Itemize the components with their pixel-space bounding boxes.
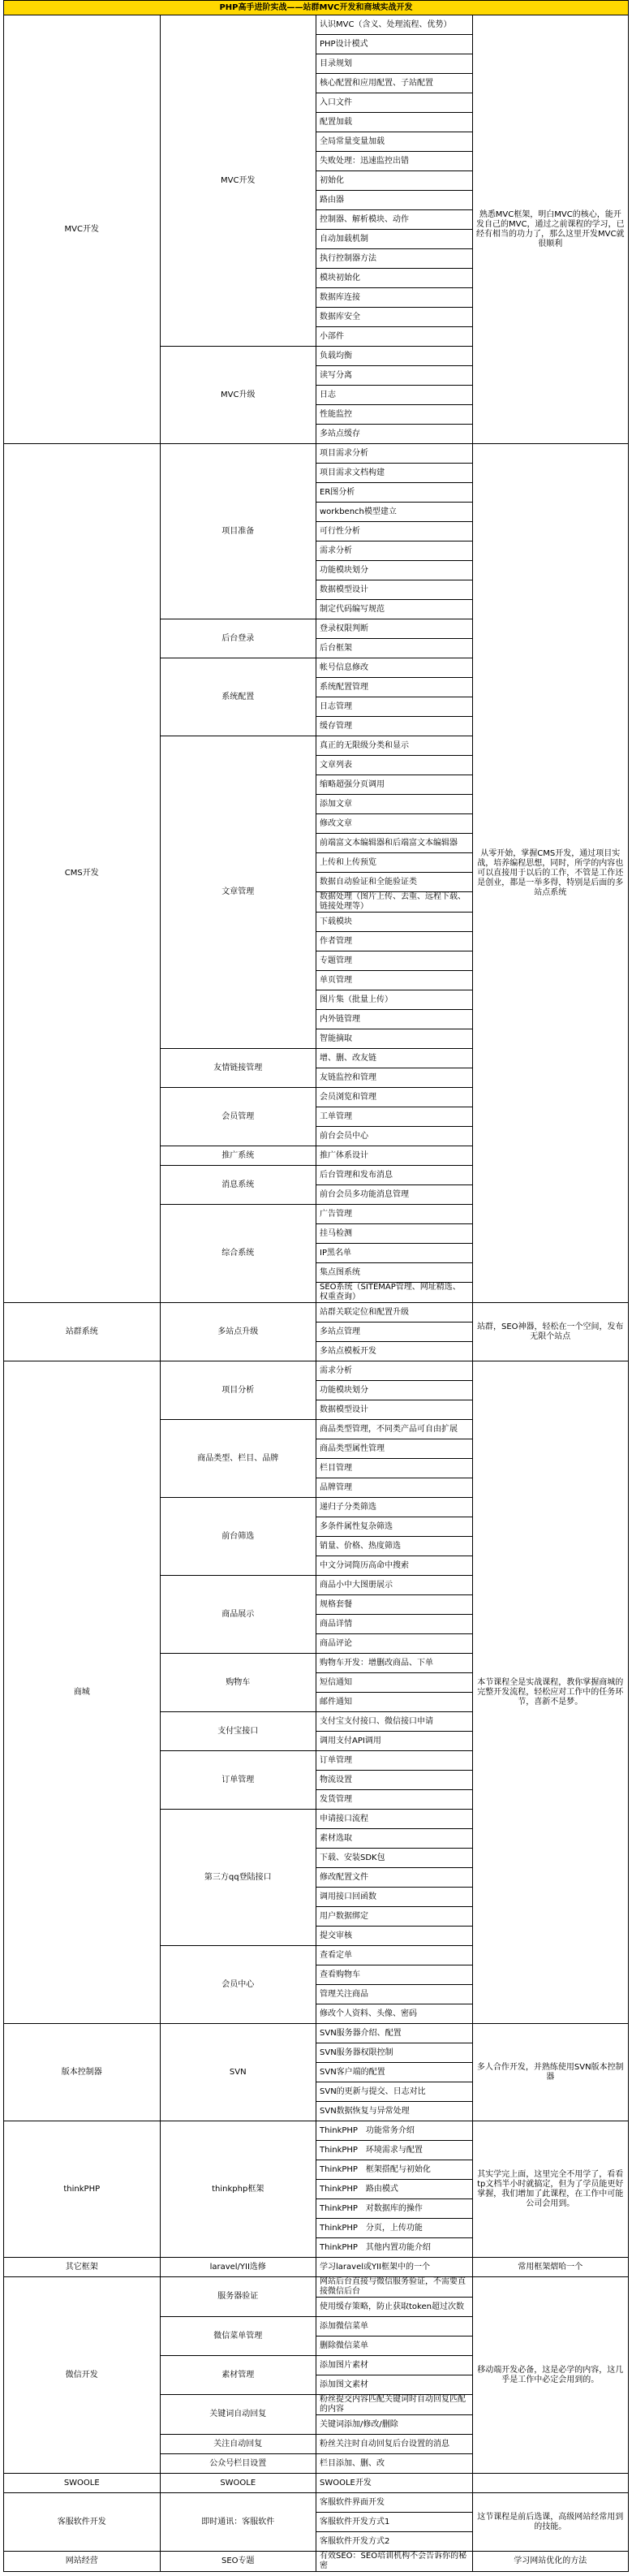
topic-cell: 缓存管理 bbox=[316, 717, 473, 736]
topic-cell: 粉丝提交内容匹配关键词时自动回复匹配的内容 bbox=[316, 2395, 473, 2415]
topic-cell: 学习laravel或YII框架中的一个 bbox=[316, 2258, 473, 2277]
topic-cell: 日志管理 bbox=[316, 697, 473, 717]
outline-row bbox=[4, 2277, 629, 2298]
topic-cell: 数据模型设计 bbox=[316, 580, 473, 600]
topic-cell: 自动加载机制 bbox=[316, 230, 473, 249]
topic-cell: 客服软件开发方式1 bbox=[316, 2513, 473, 2532]
topic-cell: 制定代码编写规范 bbox=[316, 600, 473, 619]
topic-cell: 数据模型设计 bbox=[316, 1400, 473, 1420]
topic-cell: 添加微信菜单 bbox=[316, 2317, 473, 2337]
subcategory-cell: 关注自动回复 bbox=[160, 2435, 316, 2454]
topic-cell: 多站点缓存 bbox=[316, 425, 473, 444]
outline-row bbox=[4, 15, 629, 35]
outline-row bbox=[4, 2474, 629, 2493]
subcategory-cell: 项目分析 bbox=[160, 1361, 316, 1420]
category-cell: 网站经营 bbox=[4, 2552, 161, 2572]
outline-row bbox=[4, 2024, 629, 2043]
subcategory-cell: SEO专题 bbox=[160, 2552, 316, 2572]
outline-row bbox=[4, 2552, 629, 2572]
subcategory-cell: 第三方qq登陆接口 bbox=[160, 1810, 316, 1946]
title-row bbox=[4, 1, 629, 15]
note-cell: 常用框架熠哈一个 bbox=[472, 2258, 629, 2277]
note-cell: 熟悉MVC框架，明白MVC的核心，能开发自己的MVC，通过之前课程的学习，已经有相当的功力了，那么这里开发MVC就很顺利 bbox=[472, 15, 629, 444]
topic-cell: 提交审核 bbox=[316, 1927, 473, 1946]
topic-cell: 作者管理 bbox=[316, 932, 473, 951]
topic-cell: 认识MVC（含义、处理流程、优势） bbox=[316, 15, 473, 35]
topic-cell: 后台管理和发布消息 bbox=[316, 1166, 473, 1185]
topic-cell: 邮件通知 bbox=[316, 1693, 473, 1712]
note-cell: 从零开始，掌握CMS开发，通过项目实战，培养编程思想，同时，所学的内容也可以直接用于以后的工作，不管是工作还是创业，都是一举多得，特别是后面的多站点系统 bbox=[472, 444, 629, 1303]
topic-cell: 添加文章 bbox=[316, 795, 473, 814]
topic-cell: 管理关注商品 bbox=[316, 1985, 473, 2004]
topic-cell: 数据处理（图片上传、去重、远程下载、链接处理等） bbox=[316, 892, 473, 913]
topic-cell: 配置加载 bbox=[316, 113, 473, 132]
subcategory-cell: 推广系统 bbox=[160, 1146, 316, 1166]
topic-cell: 多站点管理 bbox=[316, 1323, 473, 1342]
outline-row bbox=[4, 444, 629, 464]
topic-cell: 广告管理 bbox=[316, 1205, 473, 1224]
topic-cell: 商品小中大图册展示 bbox=[316, 1576, 473, 1595]
category-cell: MVC开发 bbox=[4, 15, 161, 444]
topic-cell: 工单管理 bbox=[316, 1107, 473, 1127]
topic-cell: 友链监控和管理 bbox=[316, 1068, 473, 1088]
topic-cell: 图片集（批量上传） bbox=[316, 990, 473, 1010]
topic-cell: 核心配置和应用配置、子站配置 bbox=[316, 74, 473, 93]
topic-cell: 集点图系统 bbox=[316, 1263, 473, 1283]
outline-row bbox=[4, 2121, 629, 2141]
category-cell: 微信开发 bbox=[4, 2277, 161, 2474]
subcategory-cell: 微信菜单管理 bbox=[160, 2317, 316, 2356]
subcategory-cell: 购物车 bbox=[160, 1654, 316, 1712]
topic-cell: 功能模块划分 bbox=[316, 1381, 473, 1400]
subcategory-cell: laravel/YII选修 bbox=[160, 2258, 316, 2277]
outline-body bbox=[4, 1, 629, 2572]
subcategory-cell: 友情链接管理 bbox=[160, 1049, 316, 1088]
subcategory-cell: 订单管理 bbox=[160, 1751, 316, 1810]
subcategory-cell: 后台登录 bbox=[160, 619, 316, 658]
topic-cell: ThinkPHP 其他内置功能介绍 bbox=[316, 2238, 473, 2258]
topic-cell: 商品详情 bbox=[316, 1615, 473, 1634]
topic-cell: SVN服务器权限控制 bbox=[316, 2043, 473, 2063]
topic-cell: 数据库安全 bbox=[316, 308, 473, 327]
category-cell: 商城 bbox=[4, 1361, 161, 2024]
topic-cell: 递归子分类筛选 bbox=[316, 1498, 473, 1517]
note-cell: 其实学完上面，这里完全不用学了，看看tp文档半小时就搞定，但为了学员能更好掌握，我们增加了此课程，在工作中可能公司会用到。 bbox=[472, 2121, 629, 2258]
topic-cell: 缩略超强分页调用 bbox=[316, 775, 473, 795]
subcategory-cell: 文章管理 bbox=[160, 736, 316, 1049]
subcategory-cell: SWOOLE bbox=[160, 2474, 316, 2493]
topic-cell: 查看购物车 bbox=[316, 1965, 473, 1985]
topic-cell: SVN数据恢复与异常处理 bbox=[316, 2102, 473, 2121]
topic-cell: 商品评论 bbox=[316, 1634, 473, 1654]
topic-cell: 使用缓存策略，防止获取token超过次数 bbox=[316, 2298, 473, 2317]
topic-cell: ThinkPHP 分页，上传功能 bbox=[316, 2219, 473, 2238]
topic-cell: 申请接口流程 bbox=[316, 1810, 473, 1829]
topic-cell: 网站后台直接与微信服务验证，不需要直接微信后台 bbox=[316, 2277, 473, 2298]
outline-row bbox=[4, 1361, 629, 1381]
note-cell: 多人合作开发，并熟练使用SVN版本控制器 bbox=[472, 2024, 629, 2121]
topic-cell: 栏目添加、删、改 bbox=[316, 2454, 473, 2474]
note-cell: 站群，SEO神器，轻松在一个空间，发布无限个站点 bbox=[472, 1303, 629, 1361]
topic-cell: 需求分析 bbox=[316, 1361, 473, 1381]
topic-cell: 修改文章 bbox=[316, 814, 473, 834]
topic-cell: 关键词添加/修改/删除 bbox=[316, 2415, 473, 2435]
topic-cell: 智能摘取 bbox=[316, 1029, 473, 1049]
topic-cell: SVN的更新与提交、日志对比 bbox=[316, 2082, 473, 2102]
topic-cell: 下载模块 bbox=[316, 913, 473, 932]
subcategory-cell: 系统配置 bbox=[160, 658, 316, 736]
topic-cell: ThinkPHP 对数据库的操作 bbox=[316, 2199, 473, 2219]
topic-cell: 真正的无限级分类和显示 bbox=[316, 736, 473, 756]
topic-cell: 商品类型属性管理 bbox=[316, 1439, 473, 1459]
topic-cell: 中文分词简历高命中搜索 bbox=[316, 1556, 473, 1576]
category-cell: 版本控制器 bbox=[4, 2024, 161, 2121]
topic-cell: 规格套餐 bbox=[316, 1595, 473, 1615]
topic-cell: 需求分析 bbox=[316, 542, 473, 561]
topic-cell: 后台框架 bbox=[316, 639, 473, 658]
topic-cell: 全局常量变量加载 bbox=[316, 132, 473, 152]
outline-table bbox=[3, 0, 629, 2572]
topic-cell: 上传和上传预览 bbox=[316, 853, 473, 873]
topic-cell: 前端富文本编辑器和后端富文本编辑器 bbox=[316, 834, 473, 853]
topic-cell: 功能模块划分 bbox=[316, 561, 473, 580]
category-cell: 站群系统 bbox=[4, 1303, 161, 1361]
topic-cell: 控制器、解析模块、动作 bbox=[316, 210, 473, 230]
topic-cell: 调用支付API调用 bbox=[316, 1732, 473, 1751]
topic-cell: 项目需求文档构建 bbox=[316, 464, 473, 483]
topic-cell: 多条件属性复杂筛选 bbox=[316, 1517, 473, 1537]
topic-cell: 添加图文素材 bbox=[316, 2375, 473, 2395]
topic-cell: 可行性分析 bbox=[316, 522, 473, 542]
topic-cell: SEO系统（SITEMAP管理、网址精选、权重查询） bbox=[316, 1283, 473, 1303]
note-cell: 本节课程全是实战课程，教你掌握商城的完整开发流程，轻松应对工作中的任务环节，喜新不是梦。 bbox=[472, 1361, 629, 2024]
topic-cell: 初始化 bbox=[316, 171, 473, 191]
topic-cell: 文章列表 bbox=[316, 756, 473, 775]
topic-cell: 入口文件 bbox=[316, 93, 473, 113]
subcategory-cell: MVC升级 bbox=[160, 347, 316, 444]
page-title: PHP高手进阶实战——站群MVC开发和商城实战开发 bbox=[4, 1, 629, 15]
subcategory-cell: 会员中心 bbox=[160, 1946, 316, 2024]
topic-cell: 用户数据绑定 bbox=[316, 1907, 473, 1927]
topic-cell: SVN客户端的配置 bbox=[316, 2063, 473, 2082]
subcategory-cell: 商品展示 bbox=[160, 1576, 316, 1654]
topic-cell: 品牌管理 bbox=[316, 1478, 473, 1498]
course-outline bbox=[3, 0, 629, 2572]
topic-cell: IP黑名单 bbox=[316, 1244, 473, 1263]
topic-cell: ThinkPHP 功能常务介绍 bbox=[316, 2121, 473, 2141]
subcategory-cell: thinkphp框架 bbox=[160, 2121, 316, 2258]
subcategory-cell: 关键词自动回复 bbox=[160, 2395, 316, 2435]
topic-cell: 内外链管理 bbox=[316, 1010, 473, 1029]
topic-cell: 删除微信菜单 bbox=[316, 2337, 473, 2356]
outline-row bbox=[4, 2258, 629, 2277]
topic-cell: 销量、价格、热度筛选 bbox=[316, 1537, 473, 1556]
subcategory-cell: SVN bbox=[160, 2024, 316, 2121]
topic-cell: 修改配置文件 bbox=[316, 1868, 473, 1888]
topic-cell: 系统配置管理 bbox=[316, 678, 473, 697]
topic-cell: 素材选取 bbox=[316, 1829, 473, 1849]
topic-cell: 会员浏览和管理 bbox=[316, 1088, 473, 1107]
topic-cell: 发货管理 bbox=[316, 1790, 473, 1810]
subcategory-cell: 前台筛选 bbox=[160, 1498, 316, 1576]
topic-cell: 短信通知 bbox=[316, 1673, 473, 1693]
subcategory-cell: 会员管理 bbox=[160, 1088, 316, 1146]
topic-cell: 单页管理 bbox=[316, 971, 473, 990]
topic-cell: 日志 bbox=[316, 386, 473, 405]
topic-cell: ThinkPHP 环境需求与配置 bbox=[316, 2141, 473, 2160]
topic-cell: 站群关联定位和配置升级 bbox=[316, 1303, 473, 1323]
subcategory-cell: 公众号栏目设置 bbox=[160, 2454, 316, 2474]
outline-row bbox=[4, 2493, 629, 2513]
topic-cell: 挂马检测 bbox=[316, 1224, 473, 1244]
topic-cell: 推广体系设计 bbox=[316, 1146, 473, 1166]
topic-cell: 栏目管理 bbox=[316, 1459, 473, 1478]
topic-cell: 读写分离 bbox=[316, 366, 473, 386]
topic-cell: 数据库连接 bbox=[316, 288, 473, 308]
subcategory-cell: 多站点升级 bbox=[160, 1303, 316, 1361]
subcategory-cell: 支付宝接口 bbox=[160, 1712, 316, 1751]
topic-cell: 调用接口回函数 bbox=[316, 1888, 473, 1907]
topic-cell: 查看定单 bbox=[316, 1946, 473, 1965]
topic-cell: 修改个人资料、头像、密码 bbox=[316, 2004, 473, 2024]
topic-cell: 小部件 bbox=[316, 327, 473, 347]
note-cell: 这节课程是前后选课，高级网站经常用到的技能。 bbox=[472, 2493, 629, 2552]
topic-cell: 性能监控 bbox=[316, 405, 473, 425]
outline-row bbox=[4, 1303, 629, 1323]
topic-cell: 粉丝关注时自动回复后台设置的消息 bbox=[316, 2435, 473, 2454]
subcategory-cell: MVC开发 bbox=[160, 15, 316, 347]
note-cell: 学习网站优化的方法 bbox=[472, 2552, 629, 2572]
topic-cell: SVN服务器介绍、配置 bbox=[316, 2024, 473, 2043]
topic-cell: 数据自动验证和全能验证类 bbox=[316, 873, 473, 892]
topic-cell: ThinkPHP 框架搭配与初始化 bbox=[316, 2160, 473, 2180]
topic-cell: 执行控制器方法 bbox=[316, 249, 473, 269]
topic-cell: 前台会员多功能消息管理 bbox=[316, 1185, 473, 1205]
topic-cell: 客服软件开发方式2 bbox=[316, 2532, 473, 2552]
category-cell: thinkPHP bbox=[4, 2121, 161, 2258]
topic-cell: 专题管理 bbox=[316, 951, 473, 971]
category-cell: 其它框架 bbox=[4, 2258, 161, 2277]
topic-cell: 支付宝支付接口、微信接口申请 bbox=[316, 1712, 473, 1732]
topic-cell: 客服软件界面开发 bbox=[316, 2493, 473, 2513]
category-cell: SWOOLE bbox=[4, 2474, 161, 2493]
topic-cell: 帐号信息修改 bbox=[316, 658, 473, 678]
topic-cell: ER图分析 bbox=[316, 483, 473, 503]
topic-cell: 增、删、改友链 bbox=[316, 1049, 473, 1068]
topic-cell: 目录规划 bbox=[316, 54, 473, 74]
topic-cell: 登录权限判断 bbox=[316, 619, 473, 639]
subcategory-cell: 服务器验证 bbox=[160, 2277, 316, 2317]
subcategory-cell: 商品类型、栏目、品牌 bbox=[160, 1420, 316, 1498]
subcategory-cell: 综合系统 bbox=[160, 1205, 316, 1303]
note-cell bbox=[472, 2474, 629, 2493]
topic-cell: 商品类型管理，不同类产品可自由扩展 bbox=[316, 1420, 473, 1439]
topic-cell: 前台会员中心 bbox=[316, 1127, 473, 1146]
topic-cell: 有效SEO：SEO培训机构不会告诉你的秘密 bbox=[316, 2552, 473, 2572]
note-cell: 移动端开发必备，这是必学的内容，这几乎是工作中必定会用到的。 bbox=[472, 2277, 629, 2474]
topic-cell: PHP设计模式 bbox=[316, 35, 473, 54]
topic-cell: 物流设置 bbox=[316, 1771, 473, 1790]
subcategory-cell: 即时通讯：客服软件 bbox=[160, 2493, 316, 2552]
subcategory-cell: 素材管理 bbox=[160, 2356, 316, 2395]
topic-cell: 购物车开发：增删改商品、下单 bbox=[316, 1654, 473, 1673]
subcategory-cell: 项目准备 bbox=[160, 444, 316, 619]
topic-cell: SWOOLE开发 bbox=[316, 2474, 473, 2493]
category-cell: 客服软件开发 bbox=[4, 2493, 161, 2552]
topic-cell: 添加图片素材 bbox=[316, 2356, 473, 2375]
topic-cell: 路由器 bbox=[316, 191, 473, 210]
category-cell: CMS开发 bbox=[4, 444, 161, 1303]
topic-cell: 负载均衡 bbox=[316, 347, 473, 366]
topic-cell: 下载、安装SDK包 bbox=[316, 1849, 473, 1868]
subcategory-cell: 消息系统 bbox=[160, 1166, 316, 1205]
topic-cell: 订单管理 bbox=[316, 1751, 473, 1771]
topic-cell: 模块初始化 bbox=[316, 269, 473, 288]
topic-cell: 失败处理：迅速监控出错 bbox=[316, 152, 473, 171]
topic-cell: 项目需求分析 bbox=[316, 444, 473, 464]
topic-cell: workbench模型建立 bbox=[316, 503, 473, 522]
topic-cell: 多站点模板开发 bbox=[316, 1342, 473, 1361]
topic-cell: ThinkPHP 路由模式 bbox=[316, 2180, 473, 2199]
